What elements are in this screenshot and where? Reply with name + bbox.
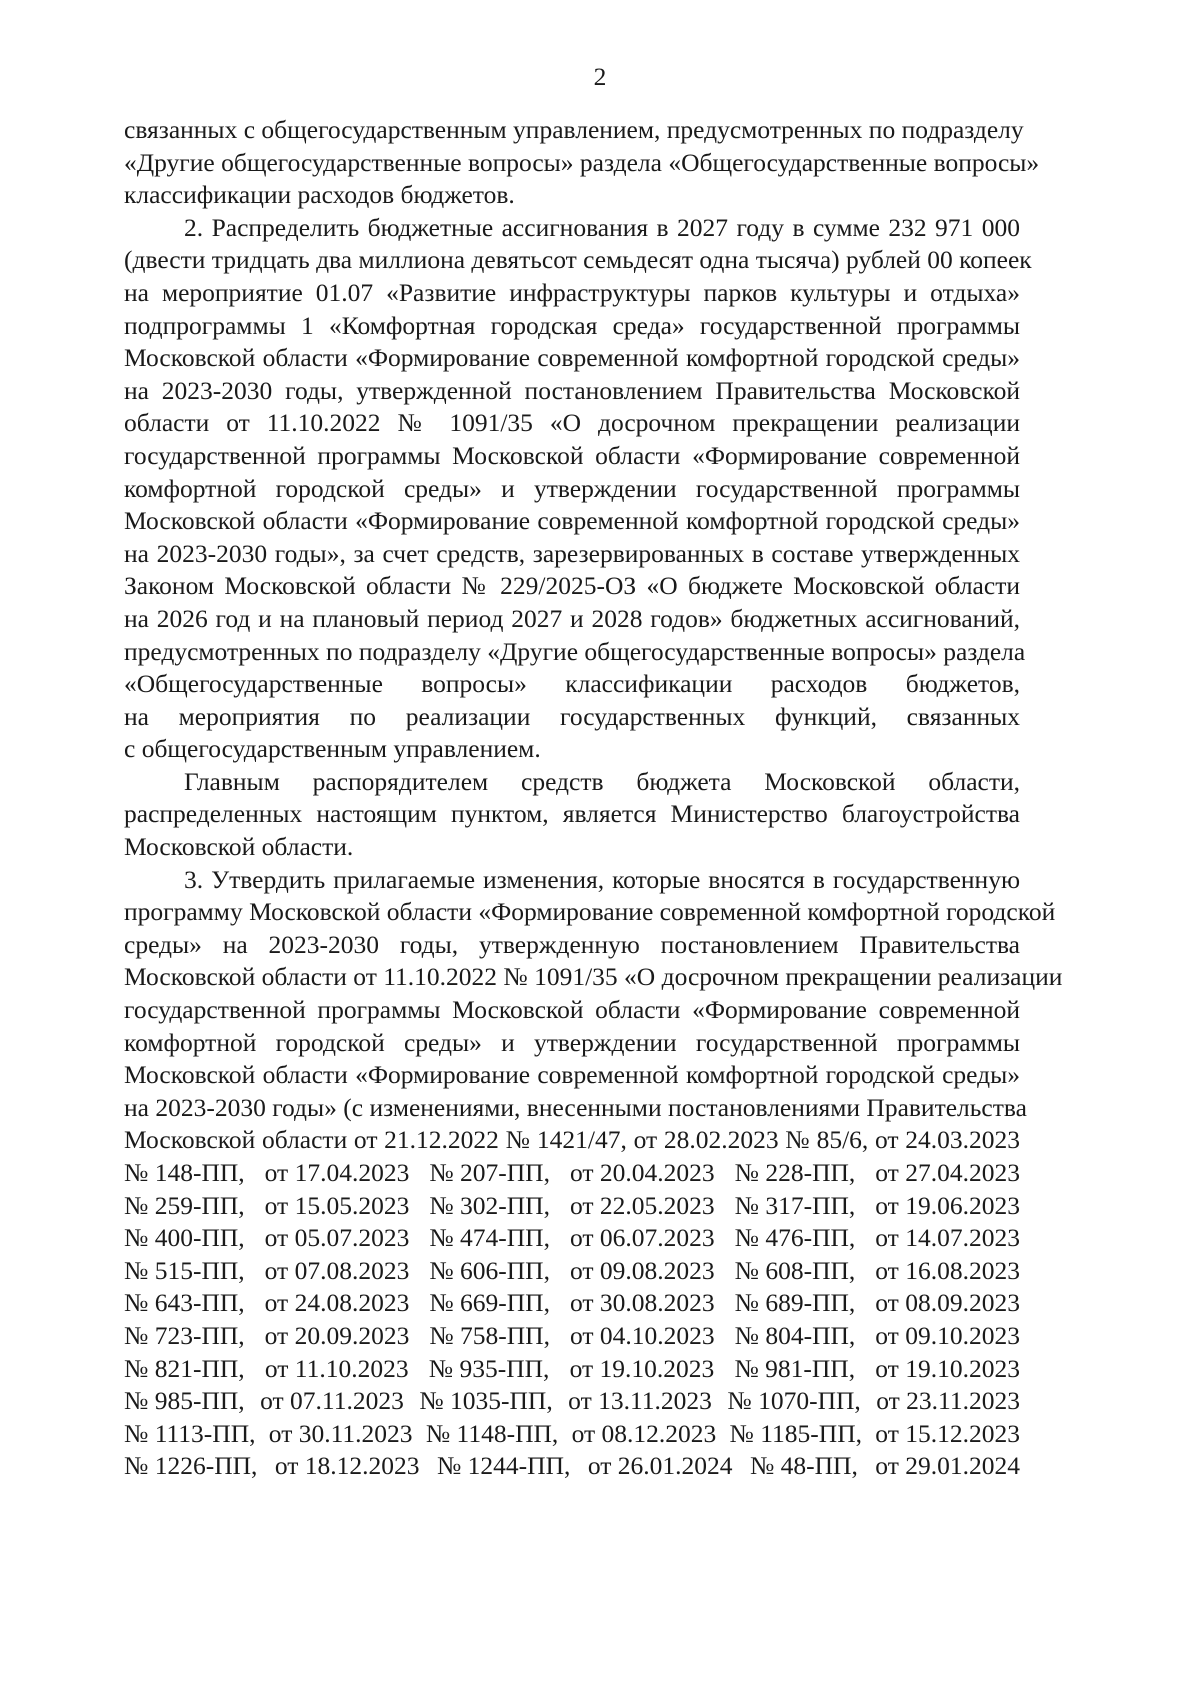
resolution-date: от 26.01.2024 <box>587 1451 733 1481</box>
amendment-row <box>124 1450 1020 1483</box>
resolution-date: от 30.11.2023 <box>268 1418 413 1448</box>
amendment-row <box>124 1255 1020 1288</box>
resolution-date: от 29.01.2024 <box>875 1451 1020 1481</box>
resolution-date: от 13.11.2023 <box>568 1386 712 1416</box>
resolution-number: № 1185-ПП, <box>729 1418 863 1448</box>
text-line: Московской области от 21.12.2022 № 1421/47, от 28.02.2023 № 85/6, от 24.03.2023 <box>124 1125 1020 1155</box>
resolution-number: № 1113-ПП, <box>124 1418 256 1448</box>
text-line: на 2023-2030 годы», за счет средств, зарезервированных в составе утвержденных <box>124 538 1020 568</box>
text-line: 3. Утвердить прилагаемые изменения, которые вносятся в государственную <box>184 864 1020 894</box>
resolution-number: № 723-ПП, <box>124 1320 245 1350</box>
text-line: 2. Распределить бюджетные ассигнования в 2027 году в сумме 232 971 000 <box>184 212 1020 242</box>
resolution-number: № 985-ПП, <box>124 1386 245 1416</box>
resolution-date: от 16.08.2023 <box>875 1255 1020 1285</box>
resolution-date: от 15.05.2023 <box>264 1190 410 1220</box>
resolution-date: от 22.05.2023 <box>569 1190 715 1220</box>
resolution-date: от 20.09.2023 <box>264 1320 410 1350</box>
resolution-number: № 1148-ПП, <box>425 1418 559 1448</box>
resolution-number: № 804-ПП, <box>734 1320 856 1350</box>
resolution-number: № 758-ПП, <box>429 1320 550 1350</box>
paragraph-4 <box>124 864 1063 1157</box>
text-line: Московской области от 11.10.2022 № 1091/35 «О досрочном прекращении реализации <box>124 962 1063 992</box>
paragraph-3 <box>124 766 1020 864</box>
resolution-number: № 400-ПП, <box>124 1223 245 1253</box>
resolution-date: от 30.08.2023 <box>569 1288 715 1318</box>
text-line: Законом Московской области № 229/2025-ОЗ «О бюджете Московской области <box>124 571 1020 601</box>
text-line: Московской области. <box>124 832 354 862</box>
resolution-date: от 19.06.2023 <box>875 1190 1020 1220</box>
resolution-number: № 821-ПП, <box>124 1353 245 1383</box>
resolution-number: № 207-ПП, <box>429 1158 550 1187</box>
resolution-number: № 935-ПП, <box>428 1353 550 1383</box>
text-line: комфортной городской среды» и утверждении государственной программы <box>124 1027 1020 1057</box>
resolution-number: № 148-ПП, <box>124 1158 245 1187</box>
resolution-number: № 302-ПП, <box>429 1190 550 1220</box>
resolution-number: № 608-ПП, <box>734 1255 856 1285</box>
resolution-number: № 689-ПП, <box>734 1288 856 1318</box>
resolution-number: № 515-ПП, <box>124 1255 245 1285</box>
resolution-number: № 606-ПП, <box>429 1255 550 1285</box>
amendment-row <box>124 1287 1020 1320</box>
resolution-date: от 11.10.2023 <box>264 1353 409 1383</box>
resolution-number: № 1226-ПП, <box>124 1451 258 1481</box>
amendment-row <box>124 1385 1020 1418</box>
text-line: на 2023-2030 годы, утвержденной постановлением Правительства Московской <box>124 375 1020 405</box>
resolution-number: № 1244-ПП, <box>436 1451 571 1481</box>
text-line: программу Московской области «Формирование современной комфортной городской <box>124 897 1056 927</box>
text-line: Московской области «Формирование современной комфортной городской среды» <box>124 343 1020 373</box>
text-line: государственной программы Московской области «Формирование современной <box>124 995 1020 1025</box>
resolution-number: № 317-ПП, <box>734 1190 856 1220</box>
resolution-date: от 04.10.2023 <box>569 1320 715 1350</box>
text-line: связанных с общегосударственным управлением, предусмотренных по подразделу <box>124 115 1024 144</box>
resolution-date: от 07.08.2023 <box>264 1255 410 1285</box>
amendments-list <box>124 1157 1020 1483</box>
resolution-date: от 17.04.2023 <box>264 1158 410 1187</box>
text-line: среды» на 2023-2030 годы, утвержденную постановлением Правительства <box>124 929 1020 959</box>
amendment-row <box>124 1222 1020 1255</box>
paragraph-2 <box>124 212 1032 766</box>
text-line: государственной программы Московской области «Формирование современной <box>124 440 1020 470</box>
resolution-date: от 08.09.2023 <box>875 1288 1020 1318</box>
text-line: на 2023-2030 годы» (с изменениями, внесенными постановлениями Правительства <box>124 1092 1027 1122</box>
resolution-date: от 15.12.2023 <box>875 1418 1020 1448</box>
text-line: Московской области «Формирование современной комфортной городской среды» <box>124 506 1020 536</box>
amendment-row <box>124 1190 1020 1223</box>
resolution-date: от 19.10.2023 <box>569 1353 715 1383</box>
text-line: Московской области «Формирование современной комфортной городской среды» <box>124 1060 1020 1090</box>
text-line: классификации расходов бюджетов. <box>124 180 515 210</box>
resolution-date: от 07.11.2023 <box>260 1386 404 1416</box>
text-line: Главным распорядителем средств бюджета Московской области, <box>184 766 1020 796</box>
text-line: комфортной городской среды» и утверждении государственной программы <box>124 473 1020 503</box>
resolution-date: от 06.07.2023 <box>569 1223 715 1253</box>
text-line: «Другие общегосударственные вопросы» раздела «Общегосударственные вопросы» <box>124 147 1040 177</box>
resolution-date: от 19.10.2023 <box>875 1353 1020 1383</box>
document-body <box>124 114 1063 1483</box>
resolution-number: № 643-ПП, <box>124 1288 245 1318</box>
text-line: с общегосударственным управлением. <box>124 734 541 764</box>
text-line: на 2026 год и на плановый период 2027 и 2028 годов» бюджетных ассигнований, <box>124 603 1020 633</box>
text-line: распределенных настоящим пунктом, является Министерство благоустройства <box>124 799 1020 829</box>
page-number: 2 <box>593 62 607 91</box>
amendment-row <box>124 1157 1020 1190</box>
resolution-date: от 24.08.2023 <box>264 1288 410 1318</box>
amendment-row <box>124 1418 1020 1451</box>
resolution-number: № 1035-ПП, <box>419 1386 553 1416</box>
resolution-number: № 981-ПП, <box>734 1353 856 1383</box>
text-line: подпрограммы 1 «Комфортная городская среда» государственной программы <box>124 310 1020 340</box>
resolution-date: от 23.11.2023 <box>876 1386 1020 1416</box>
resolution-date: от 18.12.2023 <box>274 1451 420 1481</box>
paragraph-1 <box>124 114 1040 212</box>
resolution-date: от 27.04.2023 <box>875 1158 1020 1187</box>
resolution-number: № 476-ПП, <box>734 1223 856 1253</box>
resolution-date: от 14.07.2023 <box>875 1223 1020 1253</box>
resolution-date: от 08.12.2023 <box>571 1418 717 1448</box>
resolution-number: № 228-ПП, <box>734 1158 856 1187</box>
resolution-number: № 259-ПП, <box>124 1190 245 1220</box>
text-line: области от 11.10.2022 № 1091/35 «О досрочном прекращении реализации <box>124 408 1020 438</box>
amendment-row <box>124 1353 1020 1386</box>
resolution-number: № 669-ПП, <box>429 1288 550 1318</box>
amendment-row <box>124 1320 1020 1353</box>
resolution-number: № 474-ПП, <box>429 1223 550 1253</box>
resolution-number: № 1070-ПП, <box>727 1386 861 1416</box>
text-line: на мероприятие 01.07 «Развитие инфраструктуры парков культуры и отдыха» <box>124 277 1020 307</box>
text-line: «Общегосударственные вопросы» классификации расходов бюджетов, <box>124 669 1020 699</box>
resolution-date: от 05.07.2023 <box>264 1223 410 1253</box>
text-line: на мероприятия по реализации государственных функций, связанных <box>124 701 1020 731</box>
resolution-date: от 09.08.2023 <box>569 1255 715 1285</box>
text-line: (двести тридцать два миллиона девятьсот семьдесят одна тысяча) рублей 00 копеек <box>124 245 1032 275</box>
resolution-date: от 20.04.2023 <box>569 1158 715 1187</box>
resolution-number: № 48-ПП, <box>749 1451 858 1481</box>
text-line: предусмотренных по подразделу «Другие общегосударственные вопросы» раздела <box>124 636 1026 666</box>
resolution-date: от 09.10.2023 <box>875 1320 1020 1350</box>
